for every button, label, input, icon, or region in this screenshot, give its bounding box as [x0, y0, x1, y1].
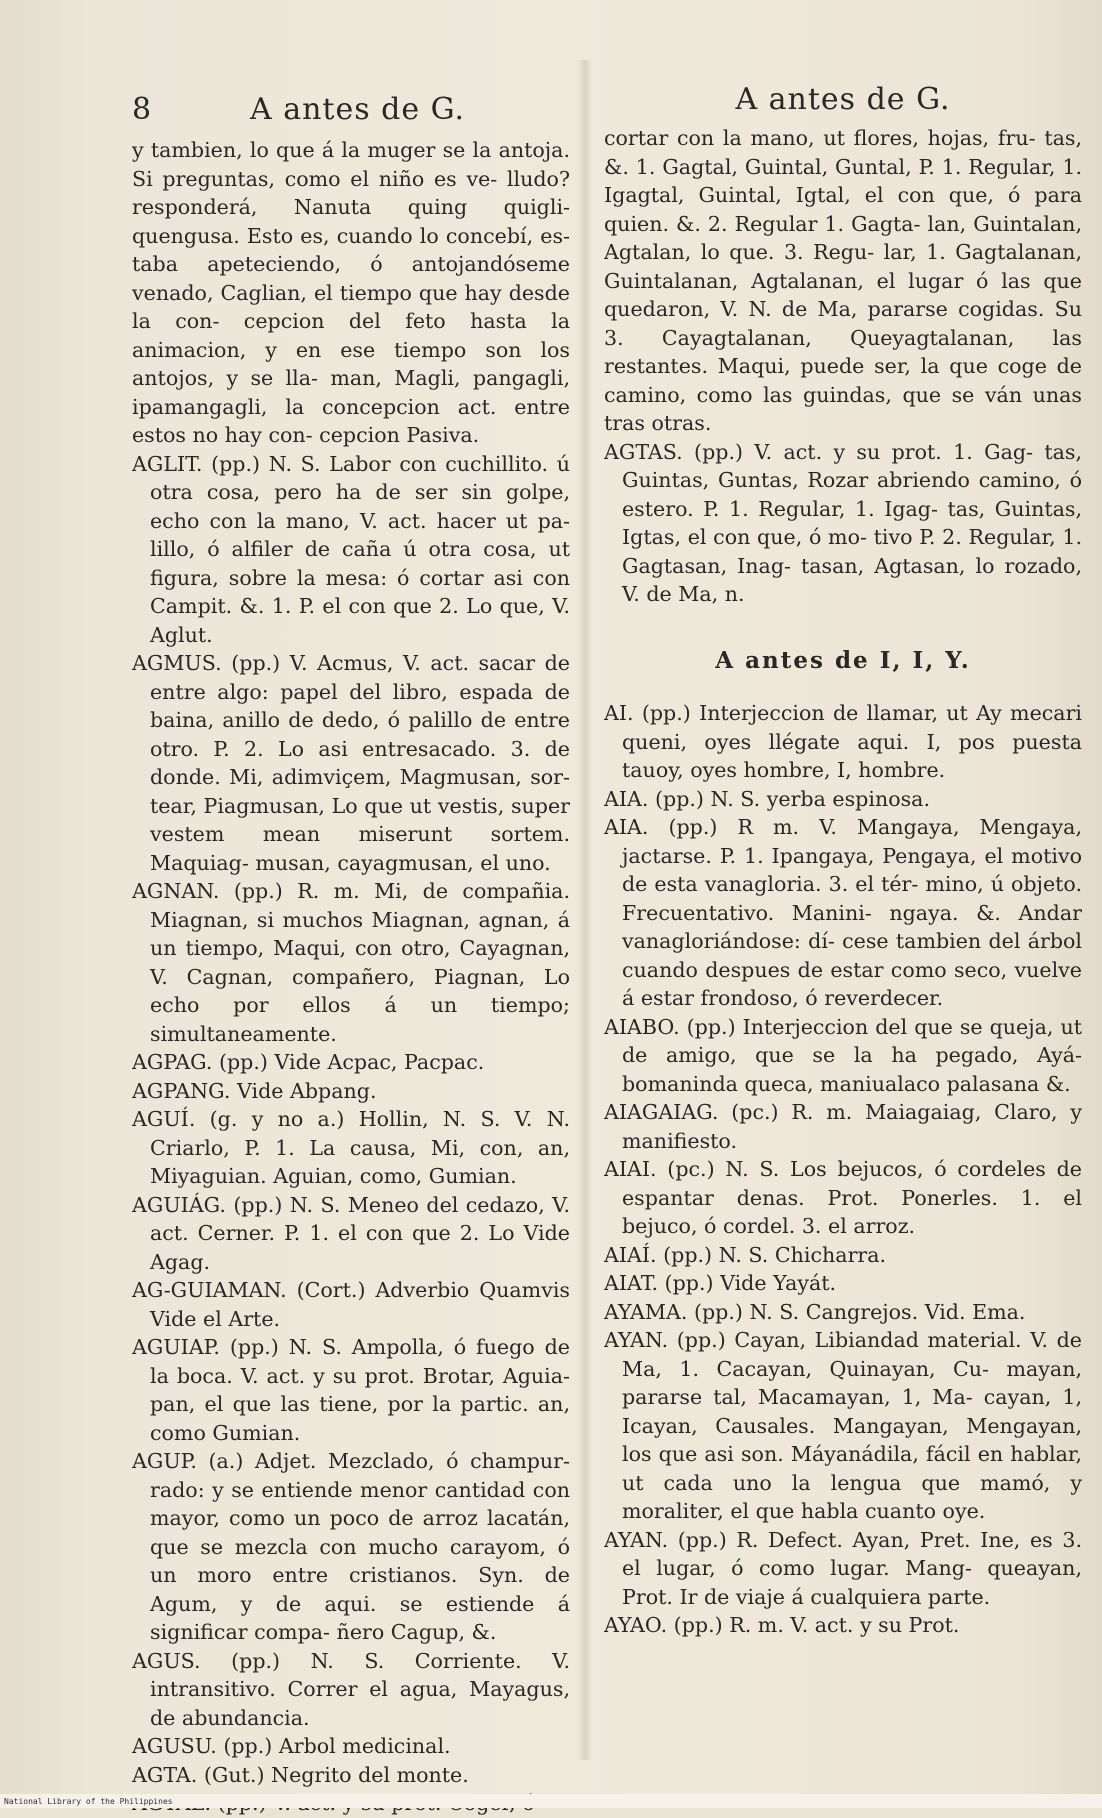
page-gutter [578, 60, 592, 1760]
dictionary-entry: AYAO. (pp.) R. m. V. act. y su Prot. [604, 1613, 960, 1637]
dictionary-entry: AIAI. (pc.) N. S. Los bejucos, ó cordeles de espantar denas. Prot. Ponerles. 1. el bejuco, ó cordel. 3. el arroz. [604, 1157, 1082, 1238]
dictionary-entry: AGMUS. (pp.) V. Acmus, V. act. sacar de entre algo: papel del libro, espada de baina, anillo de dedo, ó palillo de entre otro. P. 2. Lo asi entresacado. 3. de donde. Mi, adimviçem, Magmusan, sor- tear, Piagmusan, Lo que ut vestis, super vestem mean miserunt sortem. Maquiag- musan, cayagmusan, el uno. [132, 651, 570, 875]
dictionary-entry: AIABO. (pp.) Interjeccion del que se queja, ut de amigo, que se la ha pegado, Ayá- bomaninda queca, maniualaco palasana &. [604, 1014, 1082, 1096]
dictionary-entry: AGUÍ. (g. y no a.) Hollin, N. S. V. N. Criarlo, P. 1. La causa, Mi, con, an, Miyaguian. Aguian, como, Gumian. [132, 1107, 570, 1188]
dictionary-entry: AYAN. (pp.) R. Defect. Ayan, Pret. Ine, es 3. el lugar, ó como lugar. Mang- queayan, Prot. Ir de viaje á cualquiera parte. [604, 1527, 1082, 1609]
dictionary-entry: AGUSU. (pp.) Arbol medicinal. [132, 1734, 451, 1758]
library-footer: National Library of the Philippines [4, 1797, 173, 1806]
dictionary-entry: AG-GUIAMAN. (Cort.) Adverbio Quamvis Vide el Arte. [132, 1278, 570, 1331]
running-head-left: A antes de G. [250, 96, 466, 127]
dictionary-entry: AYAMA. (pp.) N. S. Cangrejos. Vid. Ema. [604, 1299, 1026, 1324]
dictionary-entry: AIA. (pp.) R m. V. Mangaya, Mengaya, jactarse. P. 1. Ipangaya, Pengaya, el motivo de esta vanagloria. 3. el tér- mino, ú objeto. Frecuentativo. Manini- ngaya. &. Andar vanagloriándose: dí- cese tambien del árbol cuando despues de estar como seco, vuelve á estar frondoso, ó reverdecer. [604, 815, 1082, 1010]
dictionary-entry: AIAÍ. (pp.) N. S. Chicharra. [604, 1242, 887, 1267]
running-head-right: A antes de G. [735, 86, 951, 117]
dictionary-entry: AGLIT. (pp.) N. S. Labor con cuchillito. ú otra cosa, pero ha de ser sin golpe, echo con la mano, V. act. hacer ut pa- lillo, ó alfiler de caña ú otra cosa, ut figura, sobre la mesa: ó cortar asi con Campit. &. 1. P. el con que 2. Lo que, V. Aglut. [132, 451, 570, 647]
dictionary-entry: AIA. (pp.) N. S. yerba espinosa. [604, 786, 931, 811]
dictionary-entry: AIAGAIAG. (pc.) R. m. Maiagaiag, Claro, y manifiesto. [604, 1100, 1082, 1153]
dictionary-entry: AGPANG. Vide Abpang. [132, 1078, 377, 1103]
dictionary-entry: AGUP. (a.) Adjet. Mezclado, ó champur- rado: y se entiende menor cantidad con mayor, como un poco de arroz lacatán, que se mezcla con mucho carayom, ó un moro entre cristianos. Syn. de Agum, y de aqui. se estiende á significar compa- ñero Cagup, &. [132, 1449, 570, 1644]
page-number: 8 [132, 96, 152, 127]
paragraph: y tambien, lo que á la muger se la antoja. Si preguntas, como el niño es ve- lludo? responderá, Nanuta quing quigli- quengusa. Esto es, cuando lo concebí, es- taba apeteciendo, ó antojandóseme venado, Caglian, el tiempo que hay desde la con- cepcion del feto hasta la animacion, y en ese tiempo son los antojos, y se lla- man, Magli, pangagli, ipamangagli, la concepcion act. entre estos no hay con- cepcion Pasiva. [132, 138, 570, 447]
dictionary-entry: AGNAN. (pp.) R. m. Mi, de compañia. Miagnan, si muchos Miagnan, agnan, á un tiempo, Maqui, con otro, Cayagnan, V. Cagnan, compañero, Piagnan, Lo echo por ellos á un tiempo; simultaneamente. [132, 879, 570, 1046]
dictionary-entry: AGTAS. (pp.) V. act. y su prot. 1. Gag- tas, Guintas, Guntas, Rozar abriendo camino, ó estero. P. 1. Regular, 1. Igag- tas, Guintas, Igtas, el con que, ó mo- tivo P. 2. Regular, 1. Gagtasan, Inag- tasan, Agtasan, lo rozado, V. de Ma, n. [604, 439, 1082, 606]
dictionary-entry: AGUIÁG. (pp.) N. S. Meneo del cedazo, V. act. Cerner. P. 1. el con que 2. Lo Vide Agag. [132, 1192, 570, 1274]
dictionary-entry: AGTA. (Gut.) Negrito del monte. [132, 1762, 469, 1787]
section-heading: A antes de I, I, Y. [715, 646, 971, 674]
right-column [604, 86, 1082, 1640]
left-header [132, 96, 570, 134]
dictionary-entry: AGUS. (pp.) N. S. Corriente. V. intransitivo. Correr el agua, Mayagus, de abundancia. [132, 1648, 570, 1730]
left-column [132, 96, 570, 1818]
dictionary-entry: AYAN. (pp.) Cayan, Libiandad material. V. de Ma, 1. Cacayan, Quinayan, Cu- mayan, pararse tal, Macamayan, 1, Ma- cayan, 1, Icayan, Causales. Mangayan, Mengayan, los que asi son. Máyanádila, fácil en hablar, ut cada uno la lengua que mamó, y moraliter, el que habla cuanto oye. [604, 1328, 1082, 1523]
dictionary-entry: AI. (pp.) Interjeccion de llamar, ut Ay mecari queni, oyes llégate aqui. I, pos puesta tauoy, oyes hombre, I, hombre. [604, 701, 1082, 782]
paragraph: cortar con la mano, ut flores, hojas, fru- tas, &. 1. Gagtal, Guintal, Guntal, P. 1. Regular, 1. Igagtal, Guintal, Igtal, el con que, ó para quien. &. 2. Regular 1. Gagta- lan, Guintalan, Agtalan, lo que. 3. Regu- lar, 1. Gagtalanan, Guintalanan, Agtalanan, el lugar ó las que quedaron, V. N. de Ma, pararse cogidas. Su 3. Cayagtalanan, Queyagtalanan, las restantes. Maqui, puede ser, la que coge de camino, como las guindas, que se ván unas tras otras. [604, 126, 1082, 435]
dictionary-entry: AIAT. (pp.) Vide Yayát. [604, 1271, 837, 1295]
dictionary-entry: AGUIAP. (pp.) N. S. Ampolla, ó fuego de la boca. V. act. y su prot. Brotar, Aguia- pan, el que las tiene, por la partic. an, como Gumian. [132, 1335, 570, 1445]
dictionary-entry: AGPAG. (pp.) Vide Acpac, Pacpac. [132, 1050, 485, 1074]
